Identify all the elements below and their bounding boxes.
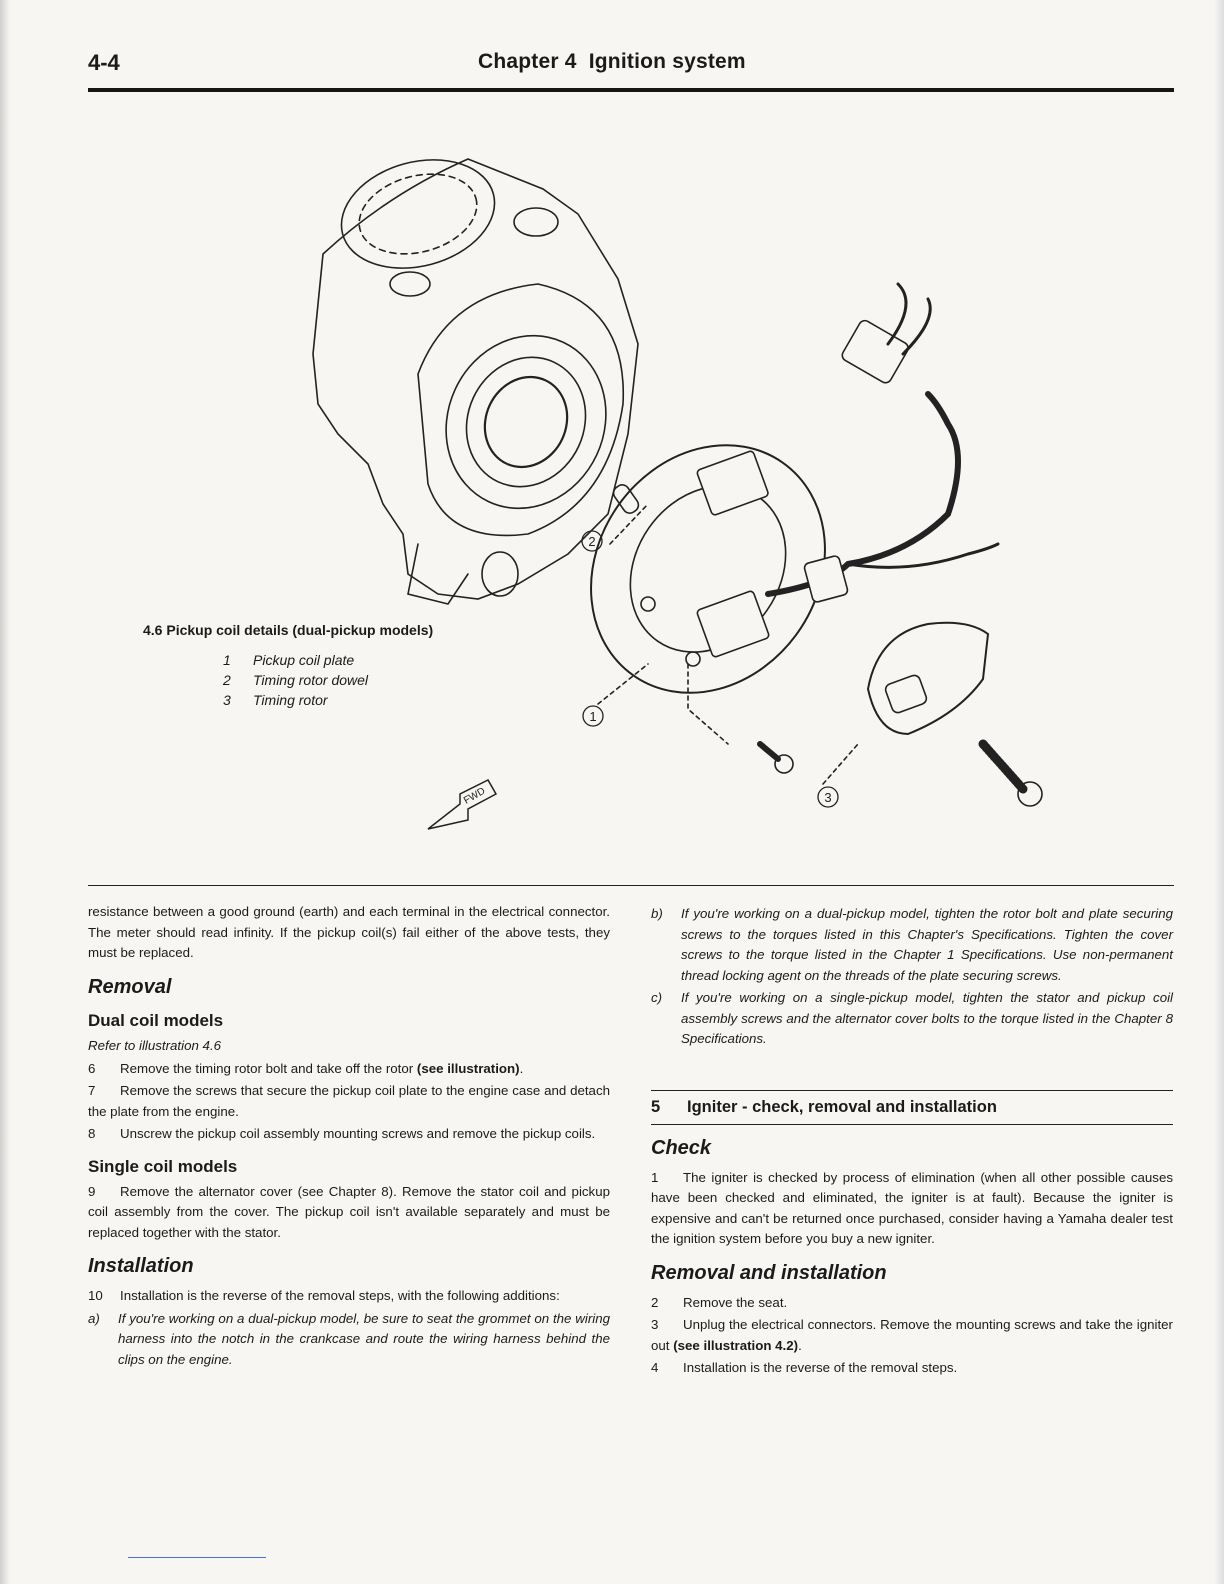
step-8 [88, 1124, 610, 1145]
step-text: Unscrew the pickup coil assembly mounting screws and remove the pickup coils. [120, 1126, 596, 1141]
page-header [88, 50, 1174, 80]
figure-caption [143, 622, 433, 710]
rotor-bolt [983, 744, 1023, 789]
callout-2: 2 [588, 534, 596, 549]
callout-3: 3 [824, 790, 832, 805]
step-text-end: . [519, 1060, 524, 1076]
step-9 [88, 1182, 610, 1244]
installation-heading: Installation [88, 1255, 194, 1277]
sub-item-c [651, 988, 1173, 1050]
step-number: 3 [651, 1317, 659, 1332]
step-text: The igniter is checked by process of elimination (when all other possible causes have been checked and eliminated, the igniter is at fault). Because the igniter is expensive and can't be returned once purchased, consider having a Yamaha dealer test the ignition system before you buy a new igniter. [651, 1169, 1173, 1246]
check-step-1 [651, 1168, 1173, 1250]
caption-title: 4.6 Pickup coil details (dual-pickup models) [143, 622, 434, 638]
pickup-coil-lower [696, 590, 769, 658]
figure-rule [88, 885, 1174, 886]
step-text-end: . [798, 1337, 802, 1353]
crankcase-outline [313, 159, 638, 599]
page-number: 4-4 [88, 50, 120, 75]
sub-item-text: If you're working on a dual-pickup model, be sure to seat the grommet on the wiring harness into the notch in the crankcase and route the wiring harness behind the clips on the engine. [118, 1310, 610, 1367]
sub-item-text: If you're working on a dual-pickup model, tighten the rotor bolt and plate securing screws to the torques listed in this Chapter's Specifications. Tighten the cover screws to the torque listed in the Chapter 1 Specifications. Use non-permanent thread locking agent on the threads of the plate securing screws. [681, 906, 1173, 983]
section-title: Igniter - check, removal and installation [687, 1097, 997, 1116]
section-number: 5 [651, 1097, 661, 1116]
legend-num: 1 [223, 652, 231, 668]
sub-item-text: If you're working on a single-pickup model, tighten the stator and pickup coil assembly screws and the alternator cover bolts to the torque listed in the Chapter 8 Specifications. [681, 990, 1173, 1046]
chapter-name: Ignition system [588, 50, 746, 73]
rotor-center [884, 674, 928, 715]
stud-hole-upper [514, 208, 558, 236]
sub-item-letter: c) [651, 990, 663, 1005]
step-text: Remove the screws that secure the pickup coil plate to the engine case and detach the plate from the engine. [88, 1083, 610, 1119]
removal-installation-heading: Removal and installation [651, 1261, 887, 1284]
illustration-reference: Refer to illustration 4.6 [88, 1037, 222, 1053]
crank-opening-inner [446, 338, 607, 507]
step-text: Remove the alternator cover (see Chapter 8). Remove the stator coil and pickup coil assembly from the cover. The pickup coil isn't available separately and must be replaced together with the stator. [88, 1183, 610, 1240]
step-number: 10 [88, 1288, 103, 1303]
chapter-title [478, 50, 746, 74]
figure-legend [223, 650, 433, 710]
see-illustration-link: (see illustration) [416, 1060, 520, 1076]
step-text: Installation is the reverse of the removal steps, with the following additions: [120, 1288, 560, 1303]
legend-text: Timing rotor dowel [253, 672, 369, 688]
step-text: Remove the timing rotor bolt and take off the rotor [120, 1060, 417, 1076]
left-column [88, 902, 610, 1372]
stud-hole-left [390, 272, 430, 296]
removal-heading: Removal [88, 975, 172, 998]
right-column [651, 902, 1173, 1381]
legend-item [223, 690, 433, 710]
plate-screw [760, 744, 778, 759]
step-number: 7 [88, 1083, 96, 1098]
step-number: 2 [651, 1294, 659, 1310]
sub-item-a [88, 1309, 610, 1371]
step-2 [651, 1293, 1173, 1314]
chapter-label: Chapter 4 [478, 50, 577, 73]
grommet [803, 555, 848, 603]
step-text: Unplug the electrical connectors. Remove the mounting screws and take the igniter out [651, 1317, 1173, 1353]
step-number: 6 [88, 1060, 96, 1076]
step-3 [651, 1315, 1173, 1356]
harness-branch [848, 544, 998, 567]
step-number: 1 [651, 1169, 659, 1185]
sub-item-letter: a) [88, 1310, 100, 1326]
check-heading: Check [651, 1136, 712, 1159]
dual-coil-heading: Dual coil models [88, 1010, 224, 1030]
rotor-bolt-head [1018, 782, 1042, 806]
scan-artifact-line [128, 1557, 266, 1558]
fwd-label: FWD [462, 785, 488, 807]
legend-item [223, 670, 433, 690]
lower-boss [408, 544, 468, 604]
legend-num: 2 [223, 672, 231, 688]
step-number: 9 [88, 1183, 96, 1199]
step-number: 4 [651, 1360, 659, 1375]
plate-screw-head [775, 755, 793, 773]
header-rule [88, 88, 1174, 92]
step-number: 8 [88, 1126, 96, 1141]
pickup-coil-illustration [88, 104, 1174, 874]
single-coil-heading: Single coil models [88, 1156, 238, 1176]
callout-1: 1 [589, 709, 597, 724]
sub-item-b [651, 904, 1173, 986]
timing-rotor [868, 623, 988, 734]
step-4 [651, 1358, 1173, 1379]
sub-item-letter: b) [651, 906, 663, 921]
step-text: Remove the seat. [683, 1294, 788, 1310]
page-right-edge [1214, 0, 1224, 1584]
step-6 [88, 1059, 610, 1080]
step-10 [88, 1286, 610, 1307]
page-left-edge [0, 0, 10, 1584]
see-illustration-link: (see illustration 4.2) [673, 1337, 799, 1353]
section-5-heading [651, 1090, 1173, 1125]
intro-paragraph: resistance between a good ground (earth) and each terminal in the electrical connector. The meter should read infinity. If the pickup coil(s) fail either of the above tests, they must be replaced. [88, 904, 610, 960]
lower-port [482, 552, 518, 596]
legend-text: Pickup coil plate [253, 652, 355, 668]
legend-item [223, 650, 433, 670]
coil-screw-a [641, 597, 655, 611]
figure-4-6 [88, 104, 1174, 874]
crank-opening [418, 309, 634, 534]
step-text: Installation is the reverse of the removal steps. [683, 1360, 958, 1375]
legend-num: 3 [223, 692, 231, 708]
pickup-coil-upper [696, 450, 769, 516]
fwd-arrow [428, 780, 496, 829]
legend-text: Timing rotor [253, 692, 328, 708]
step-7 [88, 1081, 610, 1122]
crank-seal [470, 363, 581, 480]
